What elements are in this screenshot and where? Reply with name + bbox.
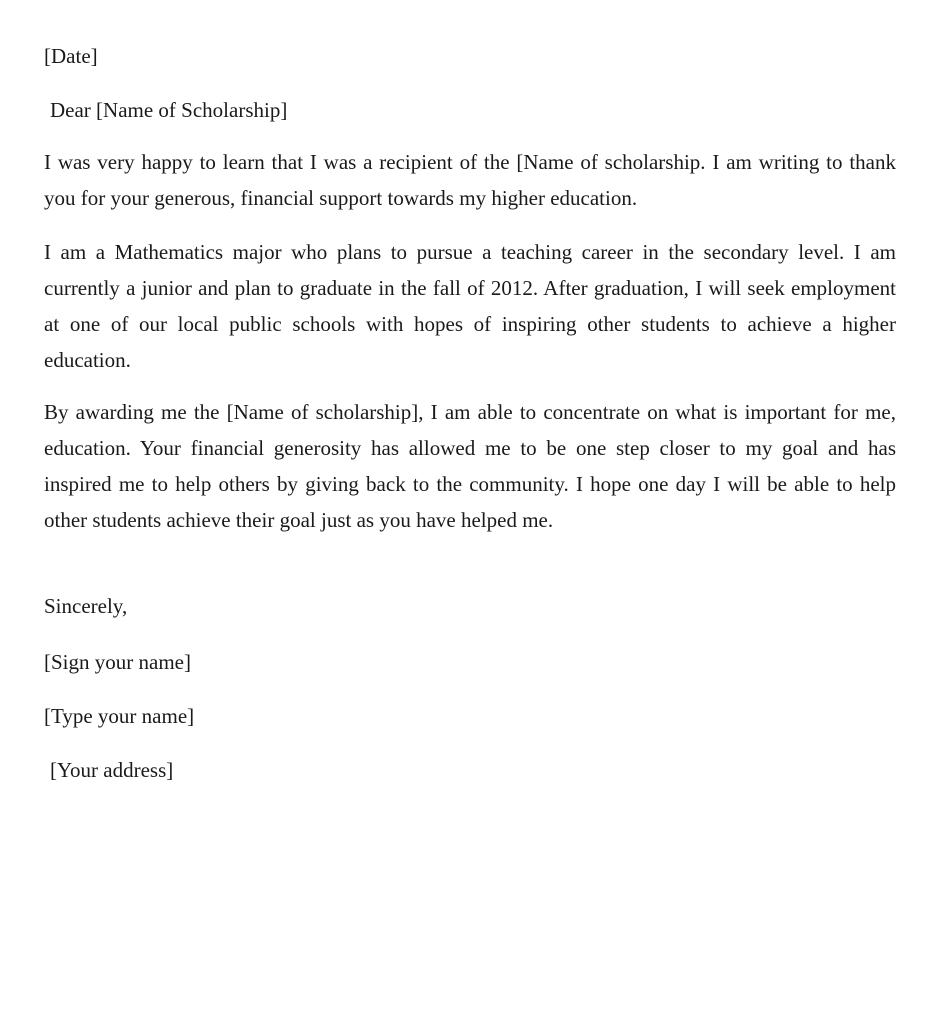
letter-signature: [Sign your name] xyxy=(44,650,191,674)
letter-paragraph-2: I am a Mathematics major who plans to pursue a teaching career in the secondary level. I am currently a junior and plan to graduate in the fall of 2012. After graduation, I will seek employment at one of our local public schools with hopes of inspiring other students to achieve a higher education. xyxy=(44,240,896,372)
letter-salutation: Dear [Name of Scholarship] xyxy=(50,98,288,122)
letter-closing: Sincerely, xyxy=(44,594,128,618)
letter-typed-name: [Type your name] xyxy=(44,704,195,728)
letter-paragraph-3: By awarding me the [Name of scholarship], I am able to concentrate on what is important for me, education. Your financial generosity has allowed me to be one step closer to my goal and has inspired me to help others by giving back to the community. I hope one day I will be able to help other students achieve their goal just as you have helped me. xyxy=(44,400,896,532)
letter-paragraph-1: I was very happy to learn that I was a recipient of the [Name of scholarship. I am writing to thank you for your generous, financial support towards my higher education. xyxy=(44,150,896,210)
letter-address: [Your address] xyxy=(50,758,174,782)
letter-date: [Date] xyxy=(44,44,98,68)
